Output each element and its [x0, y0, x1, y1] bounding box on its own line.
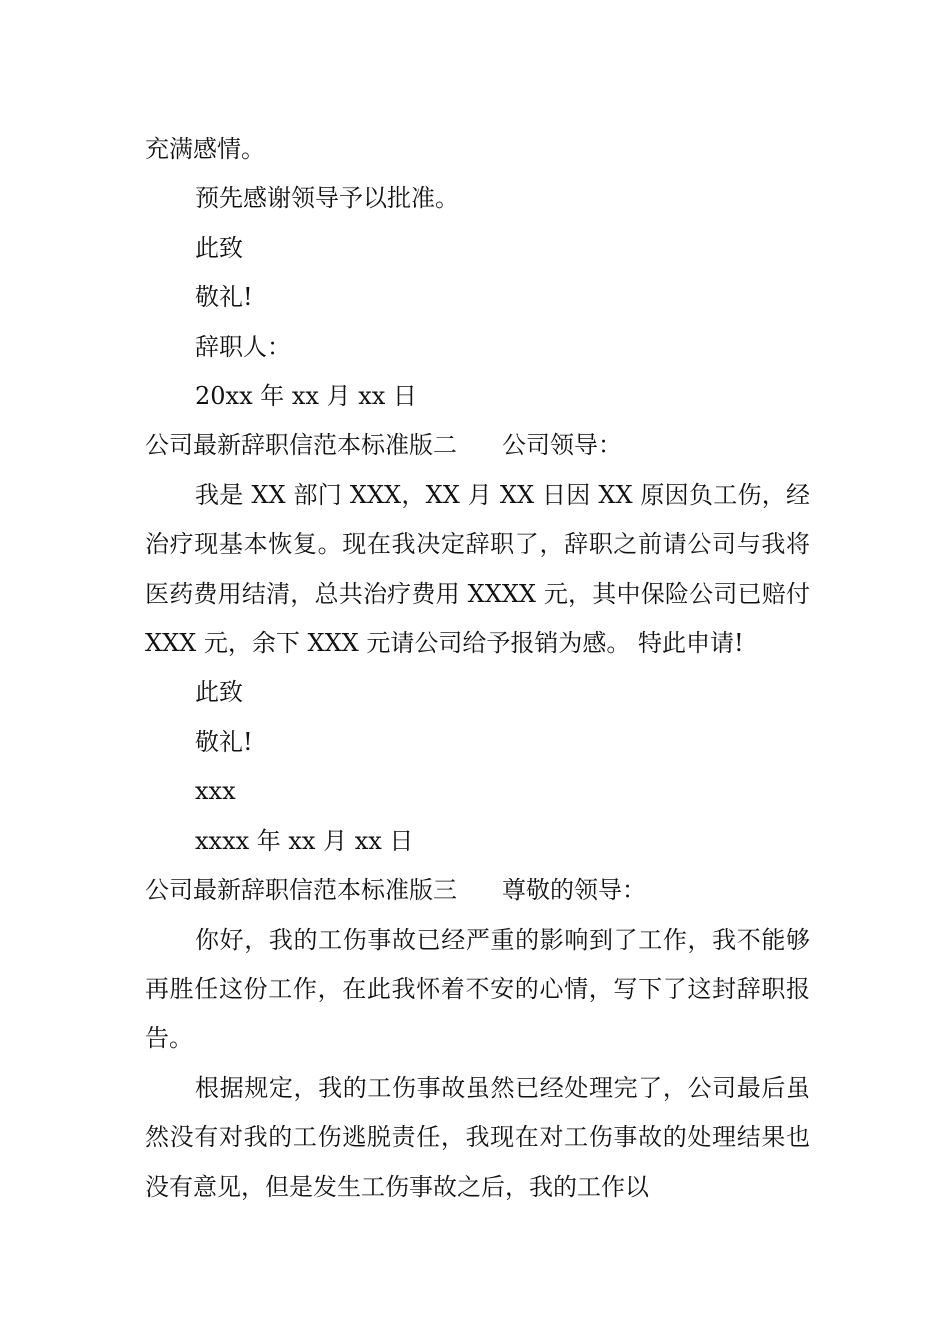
signer-line: 辞职人： [195, 332, 291, 361]
letter2-heading: 公司最新辞职信范本标准版二 [145, 431, 457, 460]
thanks-line: 预先感谢领导予以批准。 [195, 184, 459, 213]
letter3-paragraph-2: 根据规定，我的工伤事故虽然已经处理完了，公司最后虽然没有对我的工伤逃脱责任，我现在对工伤事故的处理结果也没有意见，但是发生工伤事故之后，我的工作以 [145, 1073, 810, 1201]
letter3-salutation: 尊敬的领导： [502, 876, 646, 905]
closing-jingli: 敬礼! [195, 283, 253, 312]
letter2-salutation: 公司领导： [502, 431, 622, 460]
letter3-heading-row [145, 866, 810, 915]
letter2-signer: xxx [195, 777, 236, 806]
letter2-heading-row [145, 421, 810, 470]
letter3-paragraph-1: 你好，我的工伤事故已经严重的影响到了工作，我不能够再胜任这份工作，在此我怀着不安的心情，写下了这封辞职报告。 [145, 925, 810, 1053]
letter2-jingli: 敬礼! [195, 727, 253, 756]
letter2-date: xxxx 年 xx 月 xx 日 [195, 826, 414, 855]
date-line: 20xx 年 xx 月 xx 日 [195, 382, 417, 411]
letter2-body: 我是 XX 部门 XXX，XX 月 XX 日因 XX 原因负工伤，经治疗现基本恢复。现在我决定辞职了，辞职之前请公司与我将医药费用结清，总共治疗费用 XXXX 元，其中保险公司已赔付 XXX 元，余下 XXX 元请公司给予报销为感。 特此申请! [145, 480, 810, 658]
letter3-heading: 公司最新辞职信范本标准版三 [145, 876, 457, 905]
closing-cizhi: 此致 [195, 233, 243, 262]
document-page [145, 125, 810, 1212]
continuation-text: 充满感情。 [145, 135, 265, 163]
letter2-cizhi: 此致 [195, 678, 243, 707]
